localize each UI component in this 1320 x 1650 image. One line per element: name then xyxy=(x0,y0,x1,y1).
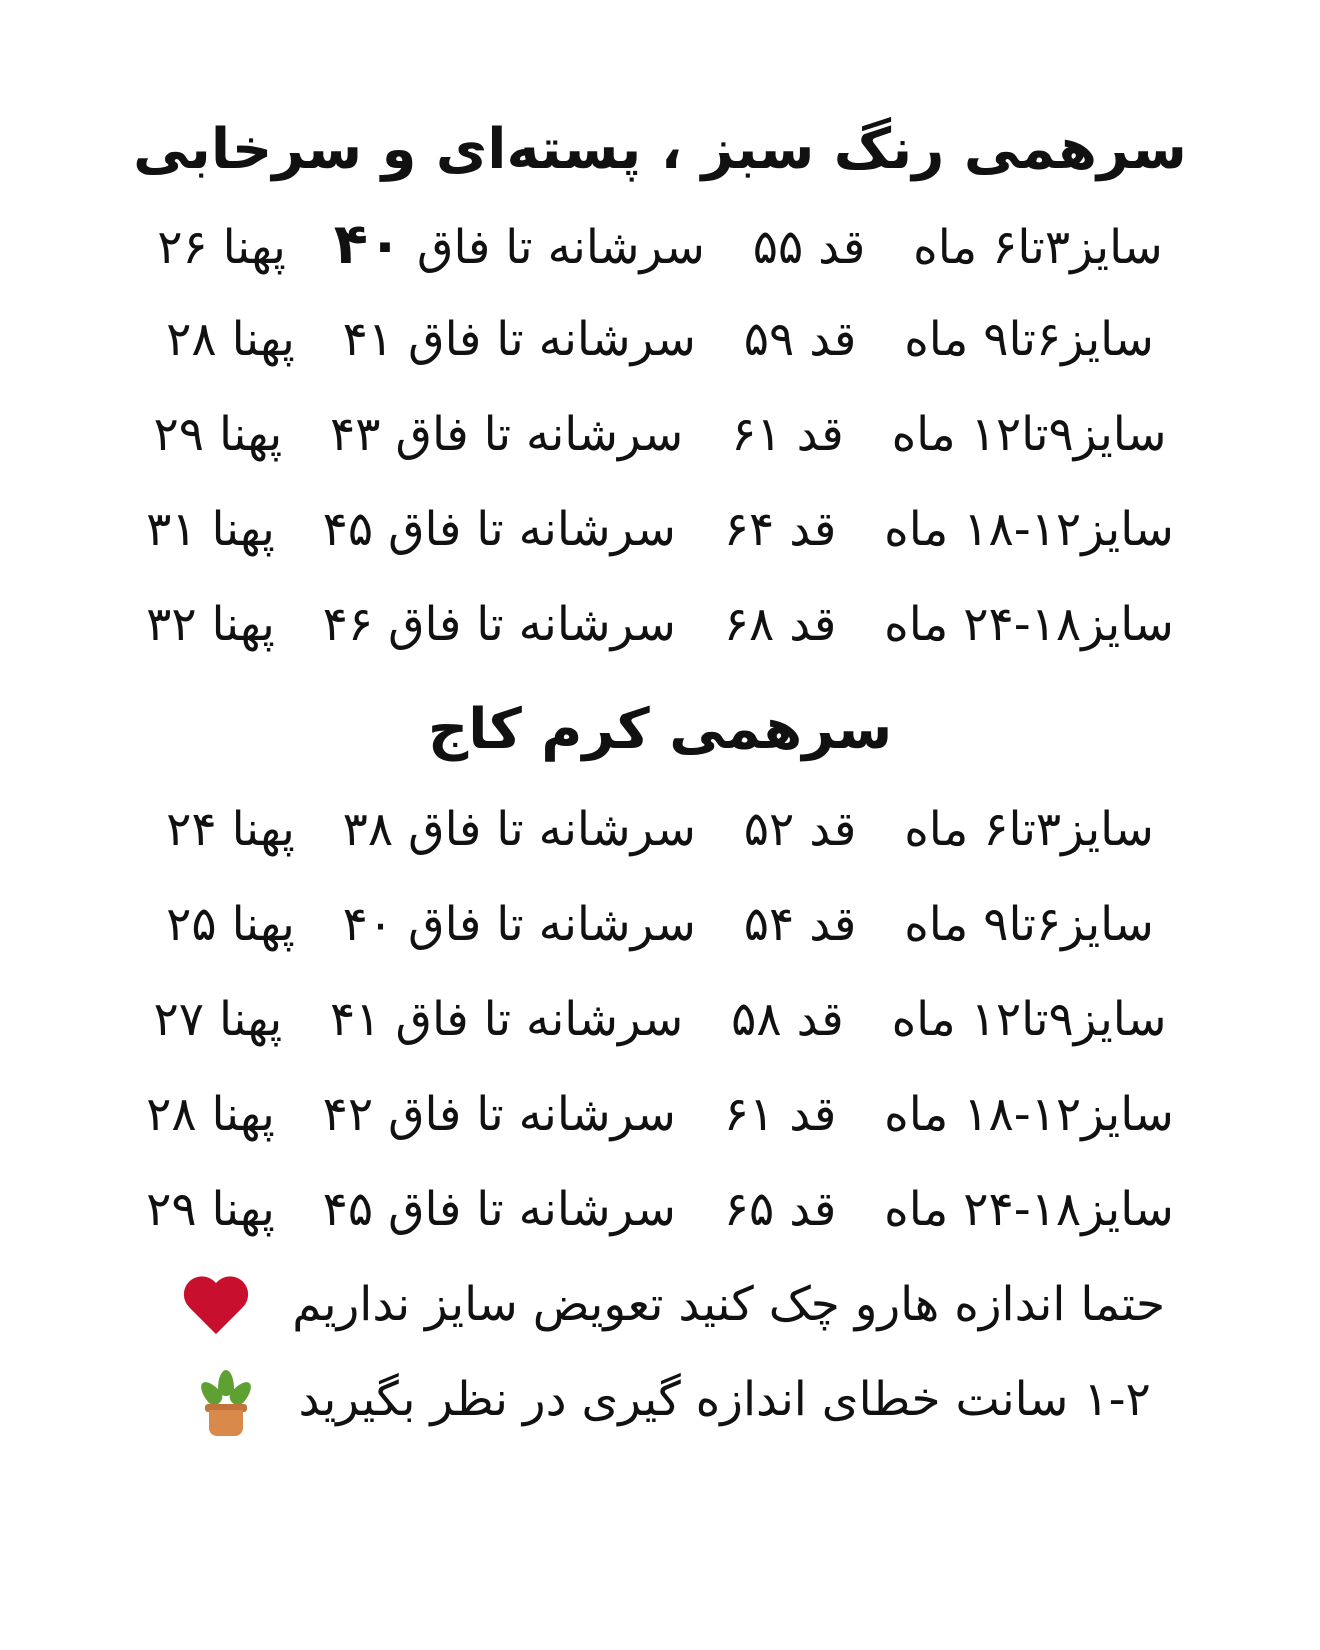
note-check-measurements xyxy=(0,1265,1320,1345)
note-measurement-tolerance xyxy=(0,1360,1320,1440)
height-label: قد ۶۴ xyxy=(723,502,837,557)
green-row-4 xyxy=(0,490,1320,570)
shoulder-value: ۴۵ xyxy=(322,502,374,557)
shoulder-label: سرشانه تا فاق xyxy=(408,802,696,857)
width-label: پهنا ۲۵ xyxy=(166,897,295,952)
size-label: سایز۱۲-۱۸ ماه xyxy=(884,502,1174,557)
size-label: سایز۱۲-۱۸ ماه xyxy=(884,1087,1174,1142)
size-label: سایز۳تا۶ ماه xyxy=(904,802,1154,857)
height-label: قد ۶۸ xyxy=(723,597,837,652)
shoulder-value: ۴۰ xyxy=(333,212,403,277)
height-label: قد ۵۴ xyxy=(743,897,857,952)
shoulder-label: سرشانه تا فاق xyxy=(417,220,705,275)
heading-green-set: سرهمی رنگ سبز ، پسته‌ای و سرخابی xyxy=(133,117,1187,182)
shoulder-value: ۴۰ xyxy=(342,897,394,952)
height-label: قد ۶۱ xyxy=(723,1087,837,1142)
green-row-1 xyxy=(0,205,1320,288)
green-row-2 xyxy=(0,300,1320,380)
size-label: سایز۶تا۹ ماه xyxy=(904,312,1154,367)
note-tolerance-text: ۱-۲ سانت خطای اندازه گیری در نظر بگیرید xyxy=(298,1372,1151,1427)
cream-row-5 xyxy=(0,1170,1320,1250)
height-label: قد ۵۲ xyxy=(743,802,857,857)
size-label: سایز۱۸-۲۴ ماه xyxy=(884,597,1174,652)
width-label: پهنا ۳۱ xyxy=(146,502,275,557)
height-label: قد ۶۱ xyxy=(731,407,844,462)
size-label: سایز۳تا۶ ماه xyxy=(913,220,1163,275)
cream-row-4 xyxy=(0,1075,1320,1155)
shoulder-label: سرشانه تا فاق xyxy=(395,407,684,462)
size-label: سایز۹تا۱۲ ماه xyxy=(891,407,1167,462)
width-label: پهنا ۲۸ xyxy=(146,1087,275,1142)
height-label: قد ۵۵ xyxy=(752,220,866,275)
shoulder-label: سرشانه تا فاق xyxy=(388,597,676,652)
shoulder-value: ۴۳ xyxy=(330,407,381,462)
width-label: پهنا ۲۶ xyxy=(157,220,286,275)
size-label: سایز۶تا۹ ماه xyxy=(904,897,1154,952)
potted-plant-icon xyxy=(197,1370,255,1436)
shoulder-label: سرشانه تا فاق xyxy=(388,1182,676,1237)
size-label: سایز۱۸-۲۴ ماه xyxy=(884,1182,1174,1237)
green-row-3 xyxy=(0,395,1320,475)
width-label: پهنا ۲۸ xyxy=(166,312,295,367)
width-label: پهنا ۳۲ xyxy=(146,597,275,652)
shoulder-label: سرشانه تا فاق xyxy=(395,992,684,1047)
note-check-text: حتما اندازه هارو چک کنید تعویض سایز نداریم xyxy=(292,1277,1166,1332)
shoulder-label: سرشانه تا فاق xyxy=(388,502,676,557)
shoulder-label: سرشانه تا فاق xyxy=(408,312,696,367)
shoulder-value: ۴۱ xyxy=(342,312,394,367)
heading-cream-set: سرهمی کرم کاج xyxy=(427,697,893,762)
green-row-5 xyxy=(0,585,1320,665)
shoulder-value: ۴۱ xyxy=(330,992,381,1047)
size-label: سایز۹تا۱۲ ماه xyxy=(891,992,1167,1047)
shoulder-label: سرشانه تا فاق xyxy=(388,1087,676,1142)
width-label: پهنا ۲۴ xyxy=(166,802,295,857)
shoulder-value: ۴۶ xyxy=(322,597,374,652)
width-label: پهنا ۲۹ xyxy=(153,407,283,462)
height-label: قد ۶۵ xyxy=(723,1182,837,1237)
height-label: قد ۵۸ xyxy=(731,992,844,1047)
width-label: پهنا ۲۹ xyxy=(146,1182,275,1237)
cream-row-2 xyxy=(0,885,1320,965)
cream-row-1 xyxy=(0,790,1320,870)
shoulder-value: ۴۲ xyxy=(322,1087,374,1142)
cream-row-3 xyxy=(0,980,1320,1060)
shoulder-value: ۴۵ xyxy=(322,1182,374,1237)
height-label: قد ۵۹ xyxy=(743,312,857,367)
shoulder-label: سرشانه تا فاق xyxy=(408,897,696,952)
shoulder-value: ۳۸ xyxy=(342,802,394,857)
width-label: پهنا ۲۷ xyxy=(153,992,283,1047)
red-heart-icon xyxy=(183,1278,249,1338)
